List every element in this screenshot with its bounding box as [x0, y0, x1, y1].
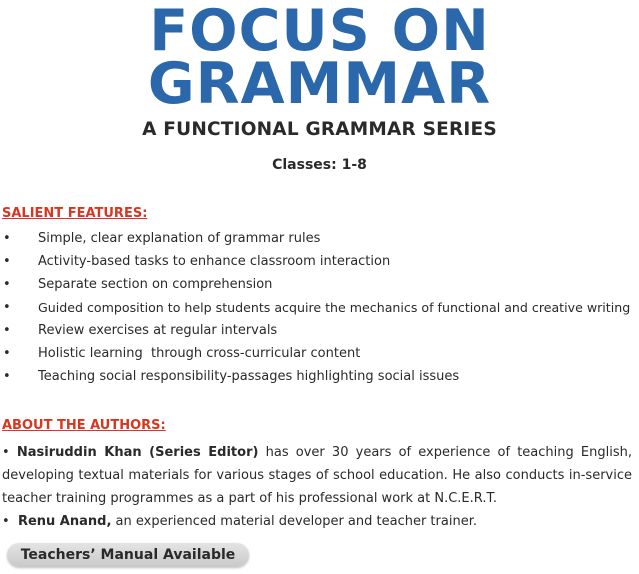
- author-2-bio: an experienced material developer and teacher trainer.: [111, 514, 477, 529]
- feature-item: [0, 228, 639, 251]
- salient-features-heading: SALIENT FEATURES:: [2, 206, 148, 221]
- bullet-icon: •: [3, 300, 11, 315]
- feature-item: [0, 297, 639, 320]
- about-authors-heading: ABOUT THE AUTHORS:: [2, 418, 166, 433]
- title-line-1: FOCUS ON: [149, 0, 490, 64]
- feature-item: [0, 343, 639, 366]
- bullet-icon: •: [3, 254, 11, 269]
- feature-text: Review exercises at regular intervals: [38, 323, 278, 338]
- bullet-icon: •: [2, 445, 10, 460]
- bullet-icon: •: [3, 369, 11, 384]
- feature-item: [0, 274, 639, 297]
- classes-range: Classes: 1-8: [272, 157, 367, 173]
- bullet-icon: •: [3, 323, 11, 338]
- features-list: [0, 228, 639, 389]
- bullet-icon: •: [3, 231, 11, 246]
- teachers-manual-badge: Teachers’ Manual Available: [7, 543, 249, 567]
- bullet-icon: •: [3, 277, 11, 292]
- title-line-2: GRAMMAR: [147, 51, 492, 117]
- author-1-bio: has over 30 years of experience of teaching English, developing textual materials for various stages of school education. He also conducts in-service teacher training programmes as a part of his professional work at N.C.E.R.T.: [2, 445, 633, 506]
- bullet-icon: •: [2, 514, 10, 529]
- author-1-name: Nasiruddin Khan (Series Editor): [16, 445, 259, 460]
- feature-text: Activity-based tasks to enhance classroom interaction: [38, 254, 391, 269]
- feature-item: [0, 251, 639, 274]
- feature-item: [0, 320, 639, 343]
- bullet-icon: •: [3, 346, 11, 361]
- feature-item: [0, 366, 639, 389]
- author-2-name: Renu Anand,: [17, 514, 112, 529]
- author-2-paragraph: [2, 510, 632, 533]
- feature-text: Simple, clear explanation of grammar rules: [38, 231, 321, 246]
- feature-text: Teaching social responsibility-passages highlighting social issues: [38, 369, 460, 384]
- feature-text: Separate section on comprehension: [38, 277, 273, 292]
- series-subtitle: A FUNCTIONAL GRAMMAR SERIES: [142, 119, 497, 140]
- feature-text: Guided composition to help students acquire the mechanics of functional and creative writing: [38, 300, 631, 315]
- authors-section: [2, 441, 632, 533]
- author-1-paragraph: [2, 441, 632, 510]
- feature-text: Holistic learning through cross-curricular content: [38, 346, 361, 361]
